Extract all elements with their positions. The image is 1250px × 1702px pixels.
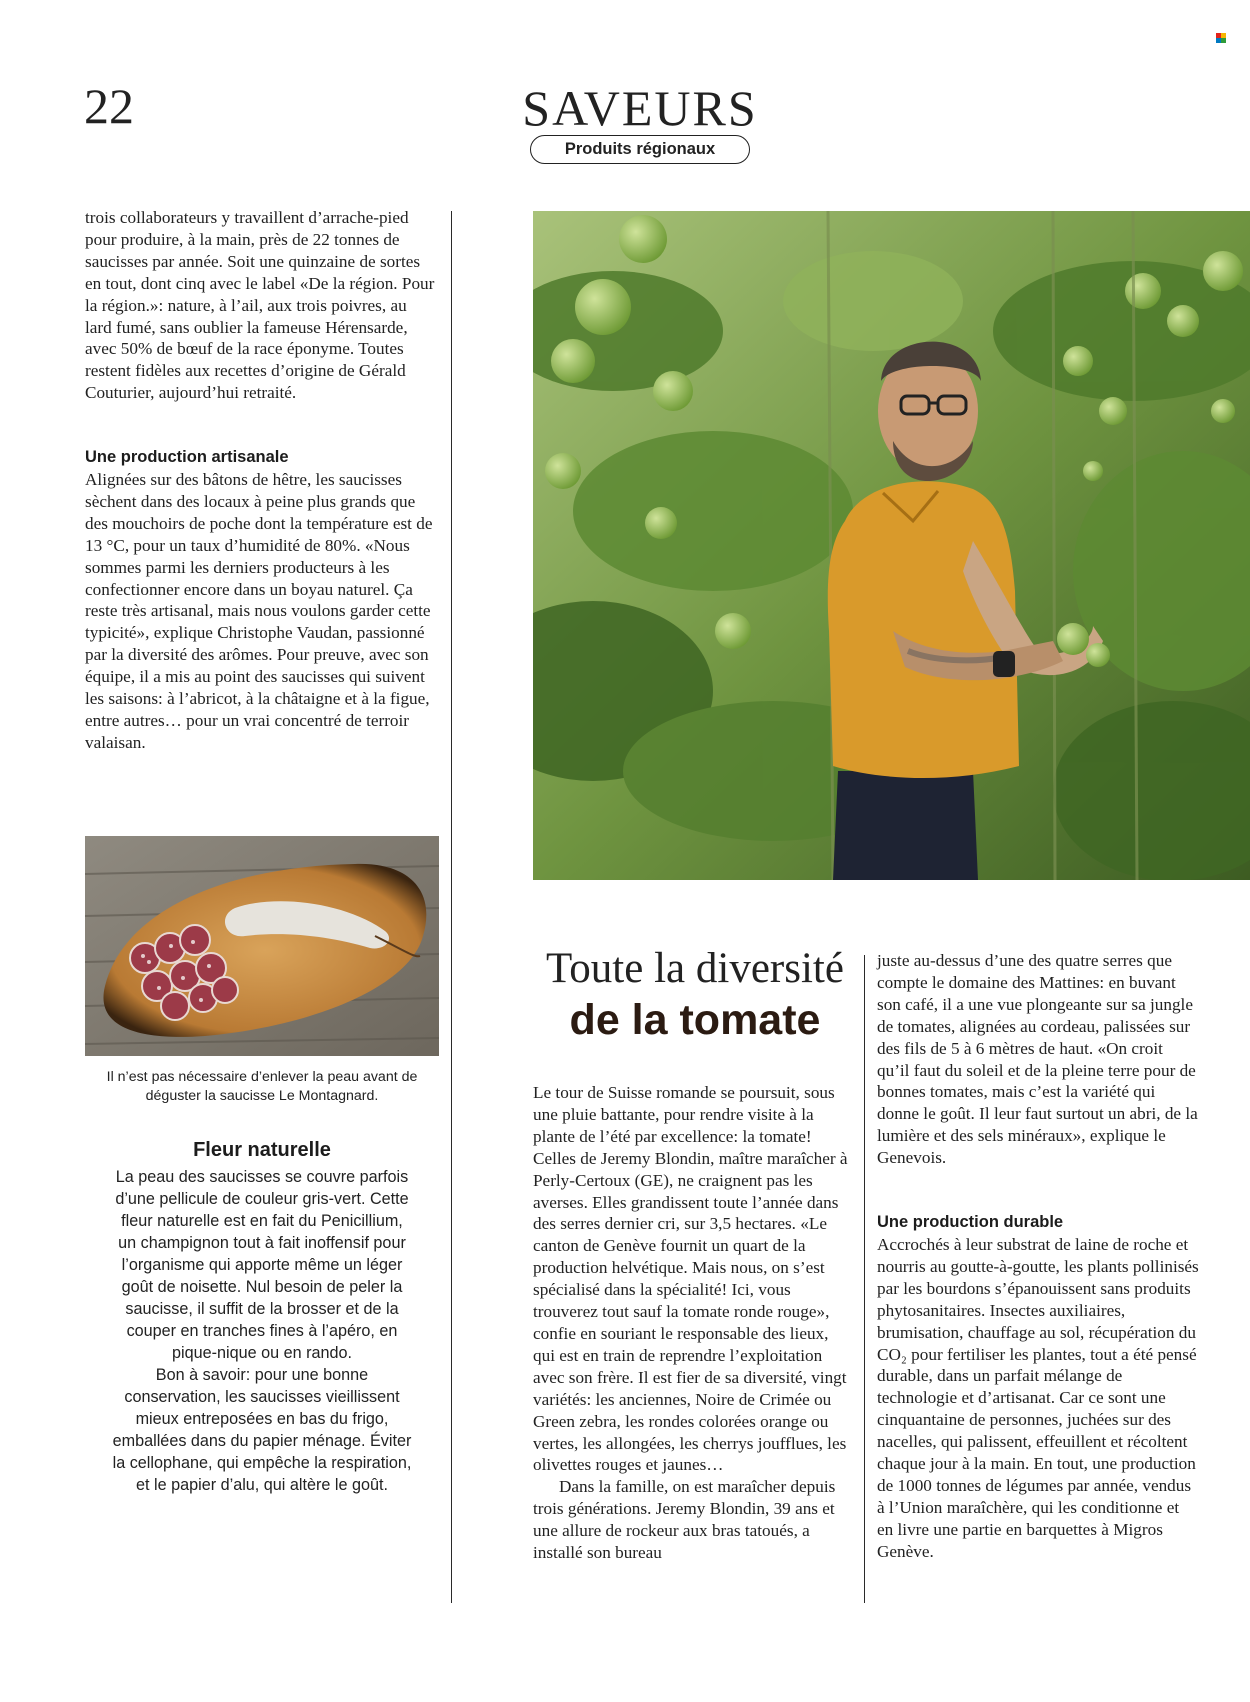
article-col2-paragraph-2: Accrochés à leur substrat de laine de roche et nourris au goutte-à-goutte, les plants pollinisés par les bourdons s’épanouissent sans produits phytosanitaires. Insectes auxiliaires, brumisation, chauffage au sol, récupération du CO₂ pour fertiliser les plantes, tout a été pensé durable, dans un parfait mélange de technologie et d’artisanat. Car ce sont une cinquantaine de personnes, juchées sur des nacelles, qui palissent, effeuillent et récoltent chaque jour à la main. En tout, une production de 1000 tonnes de légumes par année, vendus à l’Union maraîchère, qui les conditionne et en livre une partie en barquettes à Migros Genève. — [877, 1235, 1199, 1561]
headline-light: Toute la diversité — [546, 945, 844, 992]
box-paragraph-1: La peau des saucisses se couvre parfois d’une pellicule de couleur gris-vert. Cette fleur naturelle est en fait du Penicillium, un champignon tout à fait inoffensif pour l’organisme qui apporte même un léger goût de noisette. Nul besoin de peler la saucisse, il suffit de la brosser et de la couper en tranches fines à l’apéro, en pique-nique ou en rando. — [115, 1168, 409, 1362]
article-col1-paragraph-1: Le tour de Suisse romande se poursuit, sous une pluie battante, pour rendre visite à la plante de l’été par excellence: la tomate! Celles de Jeremy Blondin, maître maraîcher à Perly-Certoux (GE), ne craignent pas les averses. Elles grandissent toute l’année dans des serres dernier cri, sur 3,5 hectares. «Le canton de Genève fournit un quart de la production helvétique. Mais nous, on s’est spécialisé dans la spécialité! Ici, vous trouverez tout sauf la tomate ronde rouge», confie en souriant le responsable des lieux, qui est en train de reprendre l’exploitation avec son frère. Il est fier de sa diversité, vingt variétés: les anciennes, Noire de Crimée ou Green zebra, les rondes colorées orange ou vertes, les allongées, les cherrys joufflues, les olivettes rouges et jaunes… — [533, 1083, 848, 1475]
article-column-divider — [864, 955, 865, 1603]
page-number: 22 — [84, 78, 134, 134]
article-col2-subheading: Une production durable — [877, 1213, 1064, 1231]
article-col1-paragraph-2: Dans la famille, on est maraîcher depuis trois générations. Jeremy Blondin, 39 ans et une allure de rockeur aux bras tatoués, a installé son bureau — [533, 1477, 836, 1563]
article-col2-paragraph-1: juste au-dessus d’une des quatre serres que compte le domaine des Mattines: en buvant son café, il a une vue plongeante sur sa jungle de tomates, alignées au cordeau, palissées sur des fils de 5 à 6 mètres de haut. «On croit qu’il faut du soleil et de la pleine terre pour de bonnes tomates, mais c’est la variété qui donne le goût. Il leur faut surtout un abri, de la lumière et des sels minéraux», explique le Genevois. — [877, 951, 1198, 1168]
box-text — [112, 1166, 412, 1496]
left-intro-paragraph: trois collaborateurs y travaillent d’arrache-pied pour produire, à la main, près de 22 tonnes de saucisses par année. Soit une quinzaine de sortes en tout, dont cinq avec le label «De la région. Pour la région.»: nature, à l’ail, aux trois poivres, au lard fumé, sans oublier la fameuse Hérensarde, avec 50% de bœuf de la race éponyme. Toutes restent fidèles aux recettes d’origine de Gérald Couturier, aujourd’hui retraité. — [85, 208, 435, 403]
photo-caption: Il n’est pas nécessaire d’enlever la peau avant de déguster la saucisse Le Montagnard. — [106, 1069, 418, 1104]
section-tag: Produits régionaux — [530, 135, 750, 164]
column-divider — [451, 211, 452, 1603]
article-col1 — [533, 1082, 851, 1564]
left-paragraph-2: Alignées sur des bâtons de hêtre, les saucisses sèchent dans des locaux à peine plus grands que des mouchoirs de poche dont la température est de 13 °C, pour un taux d’humidité de 80%. «Nous sommes parmi les derniers producteurs à les confectionner encore dans un boyau naturel. Ça reste très artisanal, mais nous voulons garder cette typicité», explique Christophe Vaudan, passionné par la diversité des arômes. Pour preuve, avec son équipe, il a mis au point des saucisses qui suivent les saisons: à l’abricot, à la châtaigne et à la figue, entre autres… pour un vrai concentré de terroir valaisan. — [85, 470, 433, 752]
sausage-photo — [85, 836, 439, 1056]
box-title: Fleur naturelle — [193, 1139, 331, 1161]
section-title: SAVEURS — [522, 80, 758, 136]
headline-bold: de la tomate — [569, 996, 821, 1044]
left-subheading: Une production artisanale — [85, 448, 289, 466]
box-paragraph-2: Bon à savoir: pour une bonne conservation, les saucisses vieillissent mieux entreposées en bas du frigo, emballées dans du papier ménage. Éviter la cellophane, qui empêche la respiration, et le papier d’alu, qui altère le goût. — [112, 1366, 412, 1494]
publisher-logo-icon — [1216, 33, 1226, 43]
greenhouse-photo — [533, 211, 1250, 880]
